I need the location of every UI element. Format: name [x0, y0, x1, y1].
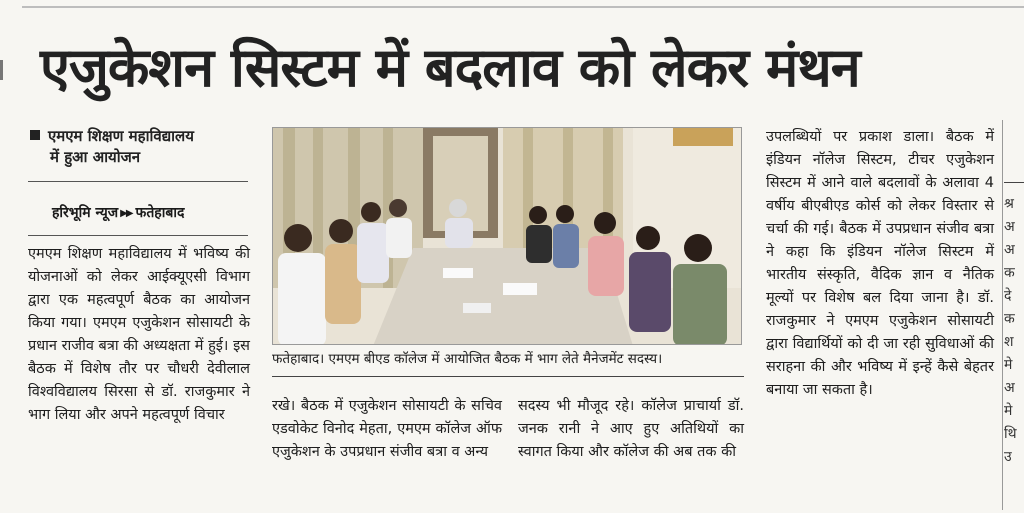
fragment-line: मे [1004, 357, 1013, 373]
fragment-line: उ [1004, 449, 1012, 465]
byline-place: फतेहाबाद [135, 205, 185, 221]
fragment-lines [1004, 193, 1024, 469]
caption-rule [272, 376, 744, 377]
fragment-line: दे [1004, 288, 1012, 304]
byline-agency: हरिभूमि न्यूज [52, 205, 119, 221]
fragment-line: क [1004, 311, 1015, 327]
byline [52, 203, 252, 222]
adjacent-article-fragment [1004, 178, 1024, 498]
meeting-photo-illustration [273, 128, 742, 345]
fragment-line: श्र [1004, 196, 1014, 212]
article-column-1: एमएम शिक्षण महाविद्यालय में भविष्य की योजनाओं को लेकर आईक्यूएसी विभाग द्वारा एक महत्वपूर्ण बैठक का आयोजन किया गया। एमएम एजुकेशन सोसायटी के प्रधान राजीव बत्रा की अध्यक्षता में हुई। इस बैठक में विशेष तौर पर चौधरी देवीलाल विश्वविद्यालय सिरसा से डॉ. राजकुमार ने भाग लिया और अपने महत्वपूर्ण विचार [28, 246, 250, 423]
deck-line-1: एमएम शिक्षण महाविद्यालय [48, 127, 194, 145]
photo-caption: फतेहाबाद। एमएम बीएड कॉलेज में आयोजित बैठक में भाग लेते मैनेजमेंट सदस्य। [272, 351, 663, 367]
fragment-line: क [1004, 265, 1015, 281]
fragment-line: अ [1004, 242, 1015, 258]
byline-rule [28, 235, 248, 236]
deck [30, 126, 250, 168]
fragment-line: श [1004, 334, 1014, 350]
article-column-4: उपलब्धियों पर प्रकाश डाला। बैठक में इंडियन नॉलेज सिस्टम, टीचर एजुकेशन सिस्टम में आने वाले बदलावों के अलावा 4 वर्षीय बीएबीएड कोर्स को लेकर विस्तार से चर्चा की गई। बैठक में उपप्रधान संजीव बत्रा ने कहा कि इंडियन नॉलेज सिस्टम में भारतीय संस्कृति, वैदिक ज्ञान व नैतिक मूल्यों पर विशेष बल दिया जाना है। डॉ. राजकुमार ने एमएम एजुकेशन सोसायटी द्वारा विद्यार्थियों को दी जा रही सुविधाओं की सराहना की और भविष्य में इन्हें कैसे बेहतर बनाया जा सकता है। [766, 129, 994, 398]
column-divider [1002, 120, 1003, 510]
deck-line-2: में हुआ आयोजन [50, 148, 141, 166]
byline-arrows-icon: ▶▶ [120, 208, 132, 219]
page-edge-mark [0, 60, 3, 80]
article-column-2: रखे। बैठक में एजुकेशन सोसायटी के सचिव एडवोकेट विनोद मेहता, एमएम कॉलेज ऑफ एजुकेशन के उपप्रधान संजीव बत्रा व अन्य [272, 398, 502, 460]
top-rule [22, 6, 1024, 8]
fragment-line: अ [1004, 380, 1015, 396]
news-photo [272, 127, 742, 345]
fragment-line: मे [1004, 403, 1013, 419]
article-column-3: सदस्य भी मौजूद रहे। कॉलेज प्राचार्या डॉ. जनक रानी ने आए हुए अतिथियों का स्वागत किया और कॉलेज की अब तक की [518, 398, 744, 460]
deck-rule [28, 181, 248, 182]
fragment-line: थि [1004, 426, 1017, 442]
bullet-square-icon [30, 130, 40, 140]
headline: एजुकेशन सिस्टम में बदलाव को लेकर मंथन [40, 36, 860, 99]
fragment-rule [1004, 182, 1024, 183]
fragment-line: अ [1004, 219, 1015, 235]
